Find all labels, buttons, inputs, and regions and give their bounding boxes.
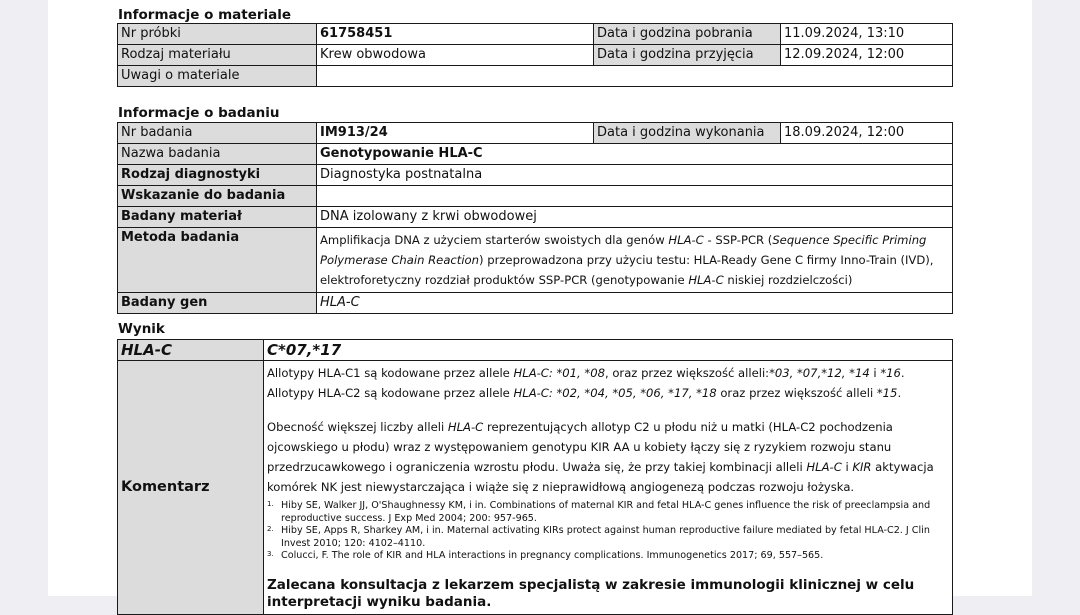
tested-material-label: Badany materiał [118, 207, 317, 228]
comment-paragraph [267, 417, 949, 497]
tested-gene-label: Badany gen [118, 293, 317, 314]
test-info-table [117, 122, 953, 314]
comment-text: . [900, 366, 905, 380]
collection-datetime-value: 11.09.2024, 13:10 [781, 24, 953, 45]
comment-alleles: HLA-C: *01, *08 [513, 366, 605, 380]
table-row [118, 123, 953, 144]
comment-c1-line [267, 363, 949, 383]
comment-text: i [869, 366, 881, 380]
result-gene-label: HLA-C [118, 340, 264, 361]
references-list [267, 500, 949, 563]
result-genotype-value: C*07,*17 [264, 340, 953, 361]
comment-text: oraz przez większość alleli [716, 386, 877, 400]
recommendation-text: Zalecana konsultacja z lekarzem specjalistą w zakresie immunologii klinicznej w celu interpretacji wyniku badania. [267, 576, 915, 610]
collection-datetime-label: Data i godzina pobrania [594, 24, 781, 45]
comment-text: . [897, 386, 902, 400]
method-text: niskiej rozdzielczości) [723, 273, 853, 287]
reference-item [267, 550, 949, 563]
reference-item [267, 525, 949, 550]
material-section-title: Informacje o materiale [118, 7, 292, 23]
result-table [117, 339, 953, 615]
comment-gene: HLA-C [447, 420, 484, 434]
reference-text: Colucci, F. The role of KIR and HLA interactions in pregnancy complications. Immunogenetics 2017; 69, 557–565. [281, 550, 824, 561]
material-notes-label: Uwagi o materiale [118, 66, 317, 87]
table-row [118, 144, 953, 165]
test-name-value: Genotypowanie HLA-C [317, 144, 953, 165]
diagnostics-type-label: Rodzaj diagnostyki [118, 165, 317, 186]
table-row [118, 45, 953, 66]
spacer [267, 403, 949, 417]
reference-text: Hiby SE, Apps R, Sharkey AM, i in. Maternal activating KIRs protect against human reproductive failure mediated by fetal HLA-C2. J Clin Invest 2010; 120: 4102–4110. [281, 525, 930, 549]
comment-value [264, 361, 953, 615]
performed-datetime-label: Data i godzina wykonania [594, 123, 781, 144]
received-datetime-label: Data i godzina przyjęcia [594, 45, 781, 66]
sample-number-label: Nr próbki [118, 24, 317, 45]
comment-text: aktywacja komórek NK jest niewystarczająca i wiąże się z nieprawidłową angiogenezą podczas rozwoju łożyska. [267, 460, 934, 494]
result-section-title: Wynik [118, 321, 165, 337]
comment-alleles: HLA-C: *02, *04, *05, *06, *17, *18 [513, 386, 717, 400]
method-ssp-full: Sequence Specific Priming Polymerase Chain Reaction [320, 233, 927, 267]
comment-text: Allotypy HLA-C2 są kodowane przez allele [267, 386, 514, 400]
comment-text: reprezentujących allotyp C2 u płodu niż u matki (HLA-C2 pochodzenia ojcowskiego u płodu) wraz z występowaniem genotypu KIR AA u kobiety łączy się z ryzykiem rozwoju stanu przedrzucawkowego i ograniczenia wzrostu płodu. Uważa się, że przy takiej kombinacji alleli [267, 420, 893, 474]
comment-alleles: *03, *07,*12, *14 [769, 366, 870, 380]
test-section-title: Informacje o badaniu [118, 105, 280, 121]
comment-text: i [841, 460, 853, 474]
comment-text: , oraz przez większość alleli: [604, 366, 770, 380]
table-row [118, 293, 953, 314]
method-gene: HLA-C [668, 233, 704, 247]
material-info-table [117, 23, 953, 87]
comment-alleles: *15 [876, 386, 898, 400]
comment-text: Obecność większej liczby alleli [267, 420, 448, 434]
reference-number: 3. [267, 550, 274, 558]
tested-gene-value: HLA-C [317, 293, 953, 314]
reference-item [267, 500, 949, 525]
test-name-label: Nazwa badania [118, 144, 317, 165]
performed-datetime-value: 18.09.2024, 12:00 [781, 123, 953, 144]
comment-c2-line [267, 383, 949, 403]
tested-material-value: DNA izolowany z krwi obwodowej [317, 207, 953, 228]
method-value [317, 228, 953, 293]
reference-text: Hiby SE, Walker JJ, O'Shaughnessy KM, i in. Combinations of maternal KIR and fetal HLA-C genes influence the risk of preeclampsia and reproductive success. J Exp Med 2004; 200: 957-965. [281, 500, 931, 524]
reference-number: 1. [267, 500, 274, 508]
reference-number: 2. [267, 525, 274, 533]
method-text: ) przeprowadzona przy użyciu testu: HLA-Ready Gene C firmy Inno-Train (IVD), elektroforetyczny rozdział produktów SSP-PCR (genotypowanie [320, 253, 934, 287]
material-type-value: Krew obwodowa [317, 45, 594, 66]
table-row [118, 340, 953, 361]
comment-gene: KIR [852, 460, 872, 474]
material-type-label: Rodzaj materiału [118, 45, 317, 66]
table-row [118, 361, 953, 615]
diagnostics-type-value: Diagnostyka postnatalna [317, 165, 953, 186]
sample-number-value: 61758451 [317, 24, 594, 45]
table-row [118, 207, 953, 228]
test-number-value: IM913/24 [317, 123, 594, 144]
comment-gene: HLA-C [806, 460, 842, 474]
test-number-label: Nr badania [118, 123, 317, 144]
method-text: - SSP-PCR ( [703, 233, 773, 247]
comment-label: Komentarz [118, 361, 264, 615]
method-gene: HLA-C [688, 273, 724, 287]
method-label: Metoda badania [118, 228, 317, 293]
method-text: Amplifikacja DNA z użyciem starterów swoistych dla genów [320, 233, 669, 247]
table-row [118, 186, 953, 207]
comment-text: Allotypy HLA-C1 są kodowane przez allele [267, 366, 514, 380]
table-row [118, 165, 953, 186]
indication-label: Wskazanie do badania [118, 186, 317, 207]
table-row [118, 24, 953, 45]
material-notes-value [317, 66, 953, 87]
comment-alleles: *16 [880, 366, 901, 380]
table-row [118, 228, 953, 293]
indication-value [317, 186, 953, 207]
table-row [118, 66, 953, 87]
received-datetime-value: 12.09.2024, 12:00 [781, 45, 953, 66]
